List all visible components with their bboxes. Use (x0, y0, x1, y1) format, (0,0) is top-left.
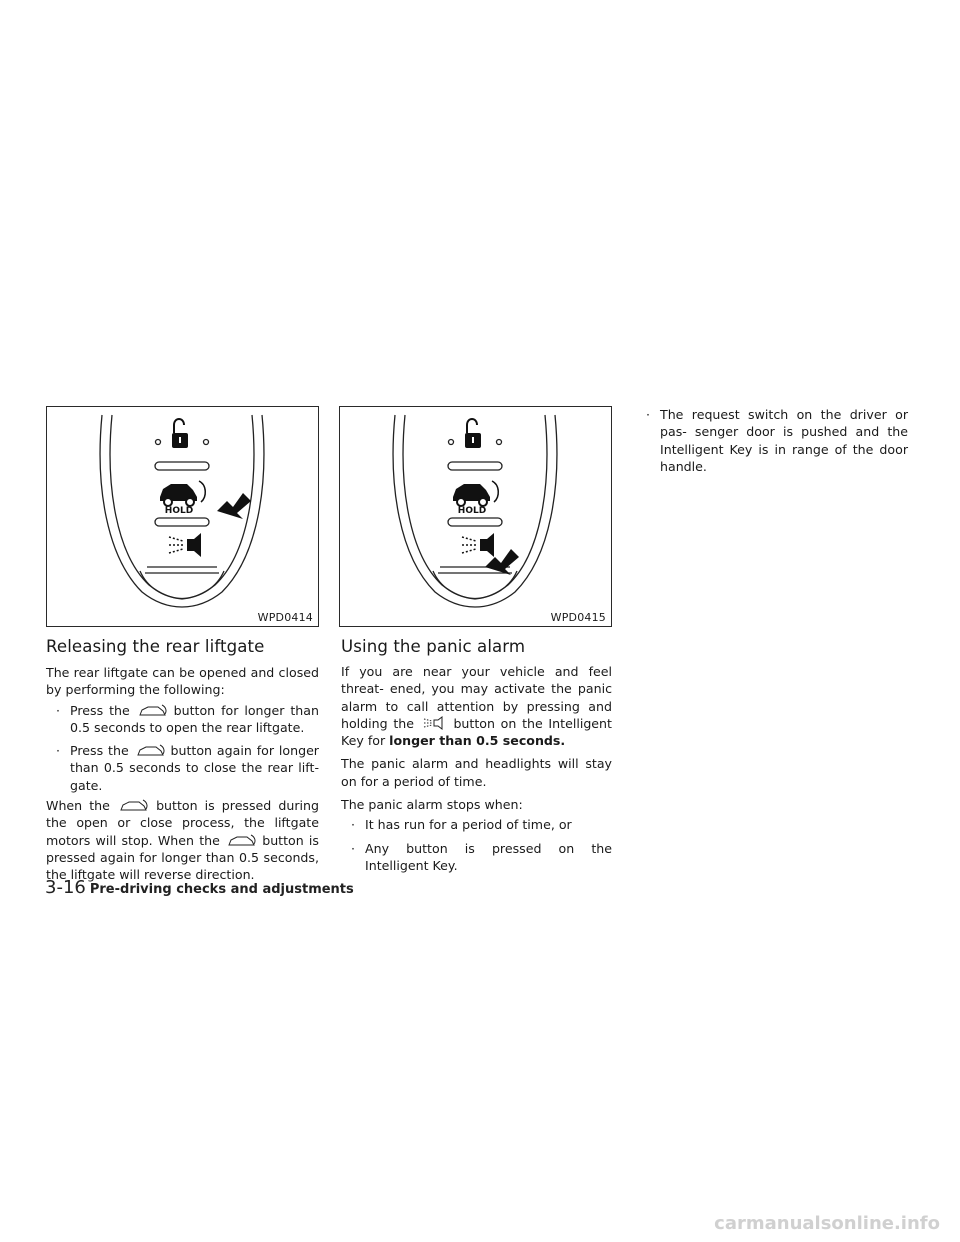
hold-label: HOLD (164, 506, 194, 516)
liftgate-icon (227, 834, 257, 848)
column-continuation (636, 406, 908, 475)
bullet-dot: · (56, 743, 61, 759)
paragraph: The panic alarm and headlights will stay on for a period of time. (341, 756, 612, 789)
section-heading: Using the panic alarm (341, 637, 526, 656)
page-number: 3-16 (45, 877, 86, 898)
list-item: · It has run for a period of time, or (351, 817, 572, 833)
key-fob-illustration (47, 407, 318, 626)
pointer-arrow (217, 493, 251, 519)
intro-paragraph: The rear liftgate can be opened and closed by performing the following: (46, 665, 319, 698)
liftgate-icon (136, 744, 166, 758)
column-panic-alarm (341, 637, 612, 874)
paragraph: The panic alarm stops when: (341, 797, 523, 813)
watermark: carmanualsonline.info (714, 1213, 940, 1234)
key-fob-illustration (340, 407, 611, 626)
unlock-icon (465, 419, 481, 448)
panic-horn-icon (462, 533, 494, 557)
list-item: · The request switch on the driver or pas- senger door is pushed and the Intelligent Key is in range of the door handle. (646, 407, 908, 474)
liftgate-icon (138, 704, 168, 718)
hold-label: HOLD (457, 506, 487, 516)
bullet-dot: · (351, 817, 356, 833)
list-item: · Press the button again for longer than 0.5 seconds to close the rear lift- gate. (56, 743, 319, 793)
unlock-icon (172, 419, 188, 448)
section-title: Pre-driving checks and adjustments (89, 882, 354, 897)
liftgate-car-icon (453, 481, 498, 516)
figure-code: WPD0415 (550, 611, 606, 624)
panic-horn-icon (169, 533, 201, 557)
figure-code: WPD0414 (257, 611, 313, 624)
bullet-dot: · (351, 840, 356, 856)
bullet-list (636, 406, 908, 475)
liftgate-car-icon (160, 481, 205, 516)
bullet-list (341, 816, 612, 874)
column-liftgate (46, 637, 319, 884)
list-item: · Press the button for longer than 0.5 seconds to open the rear liftgate. (56, 702, 319, 735)
bullet-dot: · (646, 407, 651, 422)
panic-horn-icon (422, 715, 448, 731)
list-item: · Any button is pressed on the Intelligent Key. (351, 840, 612, 873)
paragraph: When the button is pressed during the open or close process, the liftgate motors will stop. When the button is pressed again for longer than 0.5 seconds, the liftgate will reverse direction. (46, 798, 319, 883)
figure-panic-alarm (339, 406, 612, 627)
bullet-list (46, 702, 319, 794)
section-heading: Releasing the rear liftgate (46, 637, 265, 656)
liftgate-icon (119, 799, 149, 813)
bullet-dot: · (56, 702, 61, 718)
intro-paragraph: If you are near your vehicle and feel threat- ened, you may activate the panic alarm to call attention by pressing and holding the button on the Intelligent Key for longer than 0.5 seconds. (341, 664, 612, 749)
page-footer (45, 877, 354, 898)
figure-liftgate (46, 406, 319, 627)
